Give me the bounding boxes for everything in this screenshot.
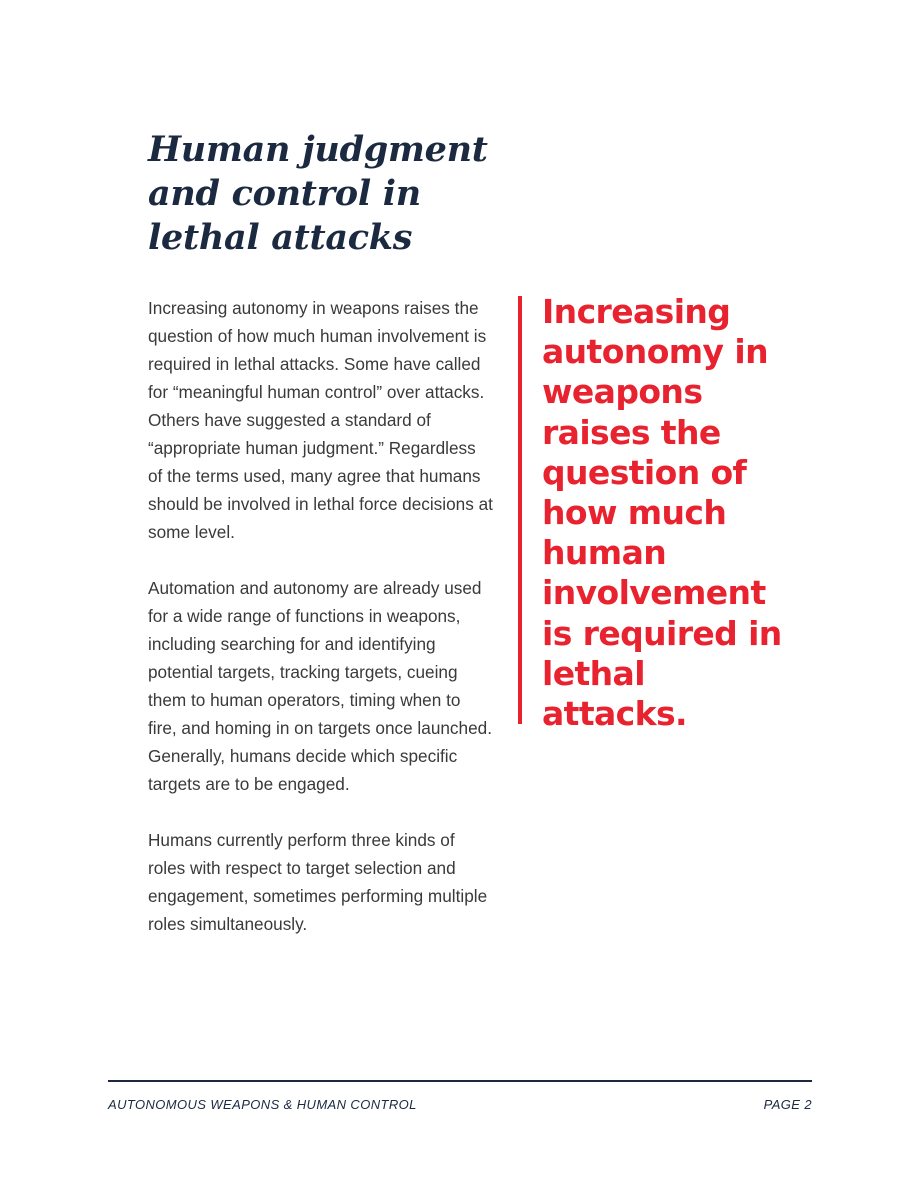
pull-quote-text: Increasing autonomy in weapons raises the question of how much human involvement is required in lethal attacks.: [542, 292, 782, 734]
page-number: PAGE 2: [763, 1097, 812, 1112]
page-title: Human judgment and control in lethal attacks: [148, 129, 488, 258]
body-column: [148, 294, 493, 966]
footer-divider: [108, 1080, 812, 1082]
pull-quote: [518, 292, 788, 734]
body-paragraph: Automation and autonomy are already used for a wide range of functions in weapons, including searching for and identifying potential targets, tracking targets, cueing them to human operators, timing when to fire, and homing in on targets once launched. Generally, humans decide which specific targets are to be engaged.: [148, 578, 492, 794]
body-paragraph: Humans currently perform three kinds of roles with respect to target selection and engagement, sometimes performing multiple roles simultaneously.: [148, 830, 488, 934]
footer-document-title: AUTONOMOUS WEAPONS & HUMAN CONTROL: [108, 1097, 417, 1112]
body-paragraph: Increasing autonomy in weapons raises the question of how much human involvement is required in lethal attacks. Some have called for “meaningful human control” over attacks. Others have suggested a standard of “appropriate human judgment.” Regardless of the terms used, many agree that humans should be involved in lethal force decisions at some level.: [148, 298, 493, 542]
